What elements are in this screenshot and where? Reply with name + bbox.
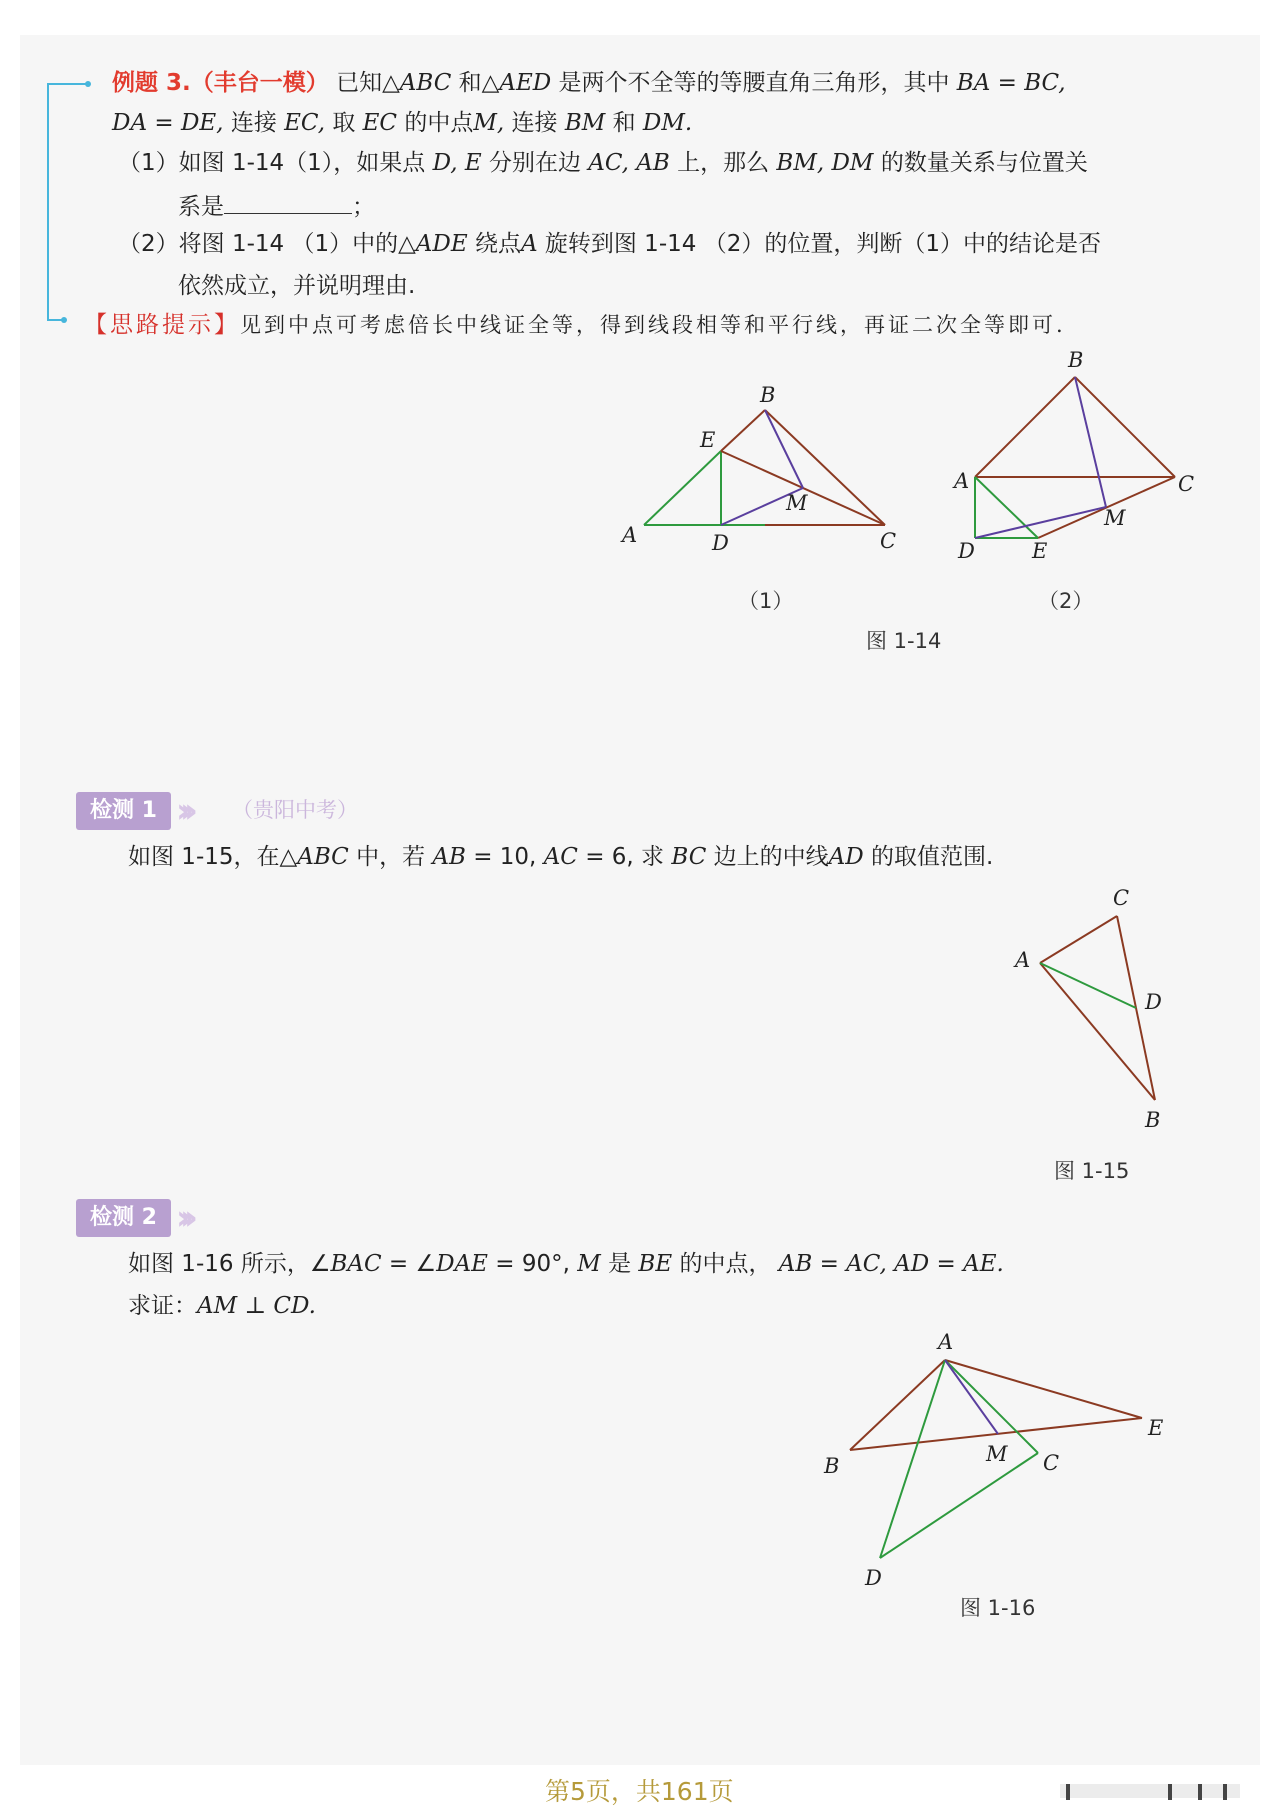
fig14-2-label-D: D xyxy=(958,539,975,563)
question-2-line-2: 依然成立，并说明理由. xyxy=(178,273,416,299)
fig16-label-C: C xyxy=(1043,1451,1060,1475)
figure-1-14-1 xyxy=(600,370,900,570)
check-1-source: （贵阳中考） xyxy=(232,798,358,822)
fig15-label-C: C xyxy=(1113,886,1130,910)
example-label: 例题 3.（丰台一模） xyxy=(112,70,329,96)
page-edge-decoration xyxy=(1050,1780,1250,1810)
fig15-label-A: A xyxy=(1015,948,1031,972)
fig15-label-D: D xyxy=(1145,990,1162,1014)
fig14-1-label-A: A xyxy=(622,523,638,547)
fig14-1-label-B: B xyxy=(760,383,776,407)
chevron-decoration: ››› xyxy=(176,791,189,831)
fig14-sub2-caption: （2） xyxy=(1038,589,1094,613)
check-2-text: 如图 1-16 所示，∠BAC = ∠DAE = 90°, M 是 BE 的中点， AB = AC, AD = AE. xyxy=(128,1251,1004,1277)
fig14-2-label-C: C xyxy=(1178,472,1195,496)
fig15-label-B: B xyxy=(1145,1108,1161,1132)
check-1-text: 如图 1-15，在△ABC 中，若 AB = 10, AC = 6, 求 BC 边上的中线AD 的取值范围. xyxy=(128,844,994,870)
fig14-1-label-C: C xyxy=(880,529,897,553)
question-2-line-1: （2）将图 1-14 （1）中的△ADE 绕点A 旋转到图 1-14 （2）的位置，判断（1）中的结论是否 xyxy=(118,231,1101,257)
chevron-decoration: ››› xyxy=(176,1198,189,1238)
page-number: 第5页，共161页 xyxy=(545,1777,734,1806)
fig15-caption: 图 1-15 xyxy=(1054,1159,1130,1183)
fig14-sub1-caption: （1） xyxy=(738,589,794,613)
fig16-label-B: B xyxy=(824,1454,840,1478)
hint-text: 见到中点可考虑倍长中线证全等，得到线段相等和平行线，再证二次全等即可. xyxy=(240,313,1066,337)
check-2-tag: 检测 2 xyxy=(76,1199,171,1237)
fig14-1-label-M: M xyxy=(786,491,808,515)
fig16-caption: 图 1-16 xyxy=(960,1596,1036,1620)
question-1-line-2: 系是 ； xyxy=(178,194,375,220)
fig16-label-D: D xyxy=(865,1566,882,1590)
question-1-line-1: （1）如图 1-14（1），如果点 D, E 分别在边 AC, AB 上，那么 BM, DM 的数量关系与位置关 xyxy=(118,150,1088,176)
check-1-tag: 检测 1 xyxy=(76,792,171,830)
fig14-1-label-D: D xyxy=(712,531,729,555)
fig16-label-M: M xyxy=(986,1442,1008,1466)
fig14-2-label-B: B xyxy=(1068,348,1084,372)
answer-blank[interactable] xyxy=(224,195,352,214)
bracket-decoration xyxy=(40,70,110,340)
example-line-2: DA = DE, 连接 EC, 取 EC 的中点M, 连接 BM 和 DM. xyxy=(112,110,693,136)
example-line-1: 例题 3.（丰台一模） 已知△ABC 和△AED 是两个不全等的等腰直角三角形，其中 BA = BC, xyxy=(112,70,1066,96)
figure-1-16 xyxy=(810,1325,1180,1595)
fig14-2-label-M: M xyxy=(1104,506,1126,530)
fig14-2-label-A: A xyxy=(954,469,970,493)
fig16-label-E: E xyxy=(1148,1416,1164,1440)
check-2-prove: 求证：AM ⊥ CD. xyxy=(128,1293,316,1319)
hint-label: 【思路提示】 xyxy=(84,312,240,338)
figure-1-15 xyxy=(1000,875,1200,1135)
figure-1-14-2 xyxy=(940,345,1200,570)
fig14-1-label-E: E xyxy=(700,428,716,452)
fig14-2-label-E: E xyxy=(1032,539,1048,563)
fig16-label-A: A xyxy=(938,1330,954,1354)
hint-line xyxy=(84,314,1066,337)
fig14-caption: 图 1-14 xyxy=(866,629,942,653)
